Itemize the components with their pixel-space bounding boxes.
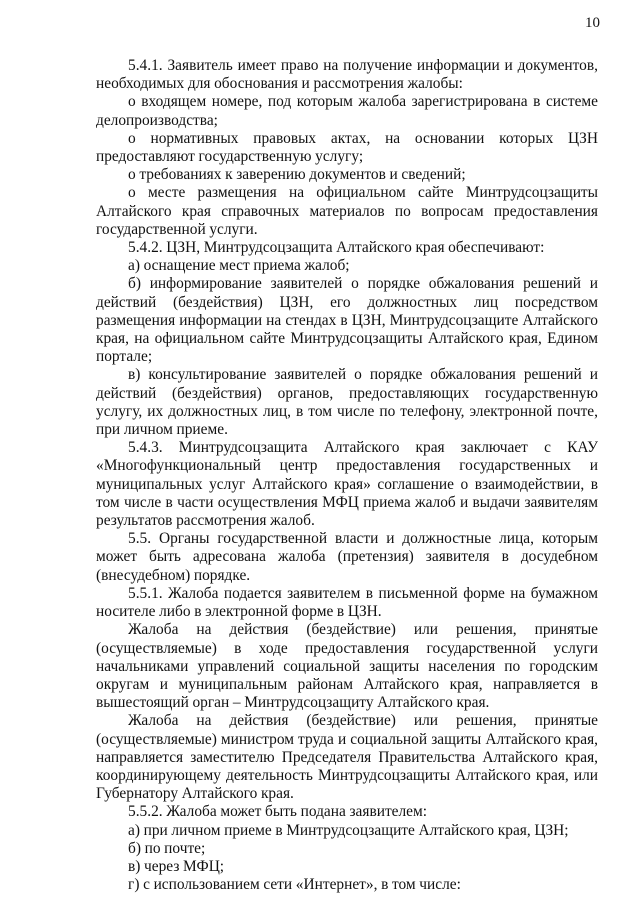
list-item-incoming-number: о входящем номере, под которым жалоба зарегистрирована в системе делопроизводства; [96,93,598,129]
list-item-certification-requirements: о требованиях к заверению документов и сведений; [128,166,466,184]
list-item-b-informing: б) информирование заявителей о порядке обжалования решений и действий (бездействия) ЦЗН, его должностных лиц посредством размещения информации на стендах в ЦЗН, Минтрудсоцзащите Алтайского края, на официальном сайте Минтрудсоцзащиты Алтайского края, Едином портале; [96,275,598,366]
list-item-c-consulting: в) консультирование заявителей о порядке обжалования решений и действий (бездействия) органов, предоставляющих государственную услугу, их должностных лиц, в том числе по телефону, электронной почте, при личном приеме. [96,366,598,439]
paragraph-5-5: 5.5. Органы государственной власти и должностные лица, которым может быть адресована жалоба (претензия) заявителя в досудебном (внесудебном) порядке. [96,530,598,584]
list-item-legal-acts: о нормативных правовых актах, на основании которых ЦЗН предоставляют государственную услугу; [96,129,598,166]
list-item-b-mail: б) по почте; [128,839,206,857]
paragraph-5-5-2: 5.5.2. Жалоба может быть подана заявителем: [128,803,428,821]
list-item-c-mfc: в) через МФЦ; [128,857,225,875]
paragraph-5-5-1: 5.5.1. Жалоба подается заявителем в письменной форме на бумажном носителе либо в электронной форме в ЦЗН. [96,584,598,621]
list-item-d-internet: г) с использованием сети «Интернет», в том числе: [128,876,461,894]
paragraph-complaint-department-heads: Жалоба на действия (бездействие) или решения, принятые (осуществляемые) в ходе предоставления государственной услуги начальниками управлений социальной защиты населения по городским округам и муниципальным районам Алтайского края, направляется в вышестоящий орган – Минтрудсоцзащиту Алтайского края. [96,621,598,712]
list-item-reference-materials: о месте размещения на официальном сайте Минтрудсоцзащиты Алтайского края справочных материалов по вопросам предоставления государственной услуги. [96,184,598,238]
paragraph-5-4-1: 5.4.1. Заявитель имеет право на получение информации и документов, необходимых для обоснования и рассмотрения жалобы: [96,57,598,93]
paragraph-5-4-2: 5.4.2. ЦЗН, Минтрудсоцзащита Алтайского края обеспечивают: [128,239,545,257]
list-item-a-personal-reception: а) при личном приеме в Минтрудсоцзащите Алтайского края, ЦЗН; [128,821,569,839]
paragraph-5-4-3: 5.4.3. Минтрудсоцзащита Алтайского края заключает с КАУ «Многофункциональный центр предоставления государственных и муниципальных услуг Алтайского края» соглашение о взаимодействии, в том числе в части осуществления МФЦ приема жалоб и выдачи заявителям результатов рассмотрения жалоб. [96,439,598,530]
list-item-a-equipment: а) оснащение мест приема жалоб; [128,257,350,275]
document-body [96,57,598,894]
paragraph-complaint-minister: Жалоба на действия (бездействие) или решения, принятые (осуществляемые) министром труда и социальной защиты Алтайского края, направляется заместителю Председателя Правительства Алтайского края, координирующему деятельность Минтрудсоцзащиты Алтайского края, или Губернатору Алтайского края. [96,712,598,803]
page-number: 10 [585,15,600,31]
